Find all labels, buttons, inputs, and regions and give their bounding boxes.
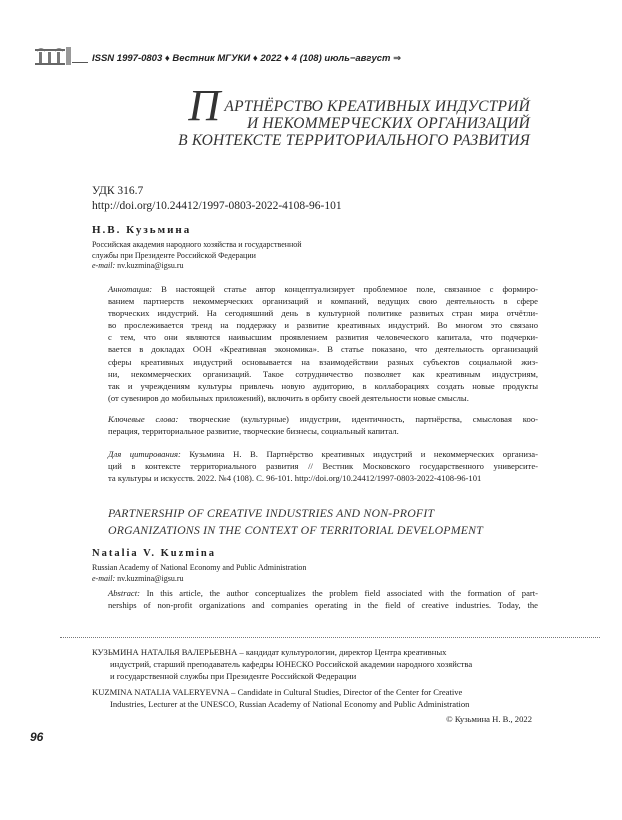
arrow-icon: ⇒ <box>393 53 402 64</box>
journal-name: Вестник МГУКИ <box>172 53 251 64</box>
author-affiliation-en <box>92 563 306 584</box>
author-bio-ru <box>92 646 540 683</box>
article-title <box>90 81 530 149</box>
annotation-line: ни, некоммерческих организаций. Такое сотрудничество позволяет как креативным индустриям, <box>108 368 538 379</box>
annotation-line: во прослеживается тренд на поддержку и развитие креативных индустрий. Во многом это связано <box>108 320 538 331</box>
annotation-line: сферы креативных индустрий основывается на взаимодействии разных субъектов социальной жиз- <box>108 356 538 367</box>
email-label: e-mail: <box>92 573 116 583</box>
english-title-line: ORGANIZATIONS IN THE CONTEXT OF TERRITORIAL DEVELOPMENT <box>108 523 483 537</box>
citation <box>108 448 538 484</box>
abstract-en <box>108 587 538 611</box>
english-title <box>108 505 483 539</box>
bio-line: Industries, Lecturer at the UNESCO, Russian Academy of National Economy and Public Administration <box>110 699 470 710</box>
citation-line: Для цитирования: Кузьмина Н. В. Партнёрство креативных индустрий и некоммерческих организа- <box>108 449 538 459</box>
citation-line: та культуры и искусств. 2022. №4 (108). С. 96-101. http://doi.org/10.24412/1997-0803-2022-4108-96-101 <box>108 473 482 484</box>
doi-link[interactable]: http://doi.org/10.24412/1997-0803-2022-4108-96-101 <box>92 200 342 212</box>
keywords <box>108 413 538 437</box>
email-address[interactable]: nv.kuzmina@igsu.ru <box>117 261 184 270</box>
annotation-line: вается в докладах ООН «Креативная экономика». В статье показано, что деятельность организаций <box>108 344 538 355</box>
author-name-en: Natalia V. Kuzmina <box>92 548 216 559</box>
abstract-line: nerships of non-profit organizations and companies operating in the field of creative industries. Today, the <box>108 600 538 611</box>
header-separator: ♦ <box>252 53 258 64</box>
citation-label: Для цитирования: <box>108 449 181 459</box>
title-line-2: И НЕКОММЕРЧЕСКИХ ОРГАНИЗАЦИЙ <box>246 115 530 132</box>
annotation-line: (от сувениров до мобильных приложений), включить в орбиту своей деятельности новые смыслы. <box>108 392 469 403</box>
header-rule <box>72 62 88 63</box>
udk-block <box>92 184 342 214</box>
header-separator: ♦ <box>164 53 170 64</box>
annotation-line: ванием партнерств некоммерческих организаций и компаний, ведущих свою деятельность в сфере <box>108 296 538 307</box>
footnote-divider <box>60 637 600 638</box>
email-label: e-mail: <box>92 261 116 270</box>
title-drop-cap: П <box>188 81 221 130</box>
issn: ISSN 1997-0803 <box>92 53 163 64</box>
annotation-label: Аннотация: <box>108 284 153 294</box>
bio-line: и государственной службы при Президенте Российской Федерации <box>110 671 357 682</box>
english-title-line: PARTNERSHIP OF CREATIVE INDUSTRIES AND NON-PROFIT <box>108 506 435 520</box>
keywords-line: перация, территориальное развитие, творческие бизнесы, социальный капитал. <box>108 426 399 437</box>
author-email-en <box>92 574 306 585</box>
journal-logo-icon <box>32 44 72 68</box>
abstract-label: Abstract: <box>108 588 140 598</box>
page-number: 96 <box>30 730 44 744</box>
annotation <box>108 283 538 404</box>
author-email <box>92 261 302 272</box>
affiliation-line: службы при Президенте Российской Федерации <box>92 250 256 260</box>
bio-line: KUZMINA NATALIA VALERYEVNA – Candidate in Cultural Studies, Director of the Center for Creative <box>92 687 463 697</box>
annotation-line: так и учреждениям культуры привлечь новую аудиторию, в коллаборациях создать новые продукты <box>108 380 538 391</box>
bio-line: КУЗЬМИНА НАТАЛЬЯ ВАЛЕРЬЕВНА – кандидат культурологии, директор Центра креативных <box>92 647 447 657</box>
running-header <box>92 53 401 64</box>
affiliation-line: Российская академия народного хозяйства и государственной <box>92 240 302 249</box>
annotation-line: творческих индустрий. На сегодняшний день в культурной политике развитых стран мира отчётли- <box>108 308 538 319</box>
abstract-line: Abstract: In this article, the author conceptualizes the problem field associated with the formation of part- <box>108 588 538 598</box>
keywords-label: Ключевые слова: <box>108 414 179 424</box>
journal-year: 2022 <box>260 53 282 64</box>
title-line-3: В КОНТЕКСТЕ ТЕРРИТОРИАЛЬНОГО РАЗВИТИЯ <box>178 132 530 149</box>
header-separator: ♦ <box>284 53 290 64</box>
citation-line: ций в контексте территориального развития // Вестник Московского государственного университе- <box>108 461 538 472</box>
journal-issue: 4 (108) июль−август <box>291 53 391 64</box>
copyright: © Кузьмина Н. В., 2022 <box>446 714 532 724</box>
bio-line: индустрий, старший преподаватель кафедры ЮНЕСКО Российской академии народного хозяйства <box>110 659 473 670</box>
author-name: Н.В. Кузьмина <box>92 224 192 236</box>
author-affiliation <box>92 240 302 272</box>
author-bio-en <box>92 686 540 710</box>
annotation-line: Аннотация: В настоящей статье автор концептуализирует проблемное поле, связанное с формиро- <box>108 284 538 294</box>
keywords-line: Ключевые слова: творческие (культурные) индустрии, идентичность, партнёрства, смысловая коо- <box>108 414 538 424</box>
email-address[interactable]: nv.kuzmina@igsu.ru <box>117 573 184 583</box>
udk-code: УДК 316.7 <box>92 185 144 197</box>
affiliation-line: Russian Academy of National Economy and Public Administration <box>92 563 307 572</box>
title-line-1-text: АРТНЁРСТВО КРЕАТИВНЫХ ИНДУСТРИЙ <box>224 98 530 115</box>
annotation-line: с тем, что они являются наивысшим проявлением развития человеческого капитала, что подчерки- <box>108 332 538 343</box>
